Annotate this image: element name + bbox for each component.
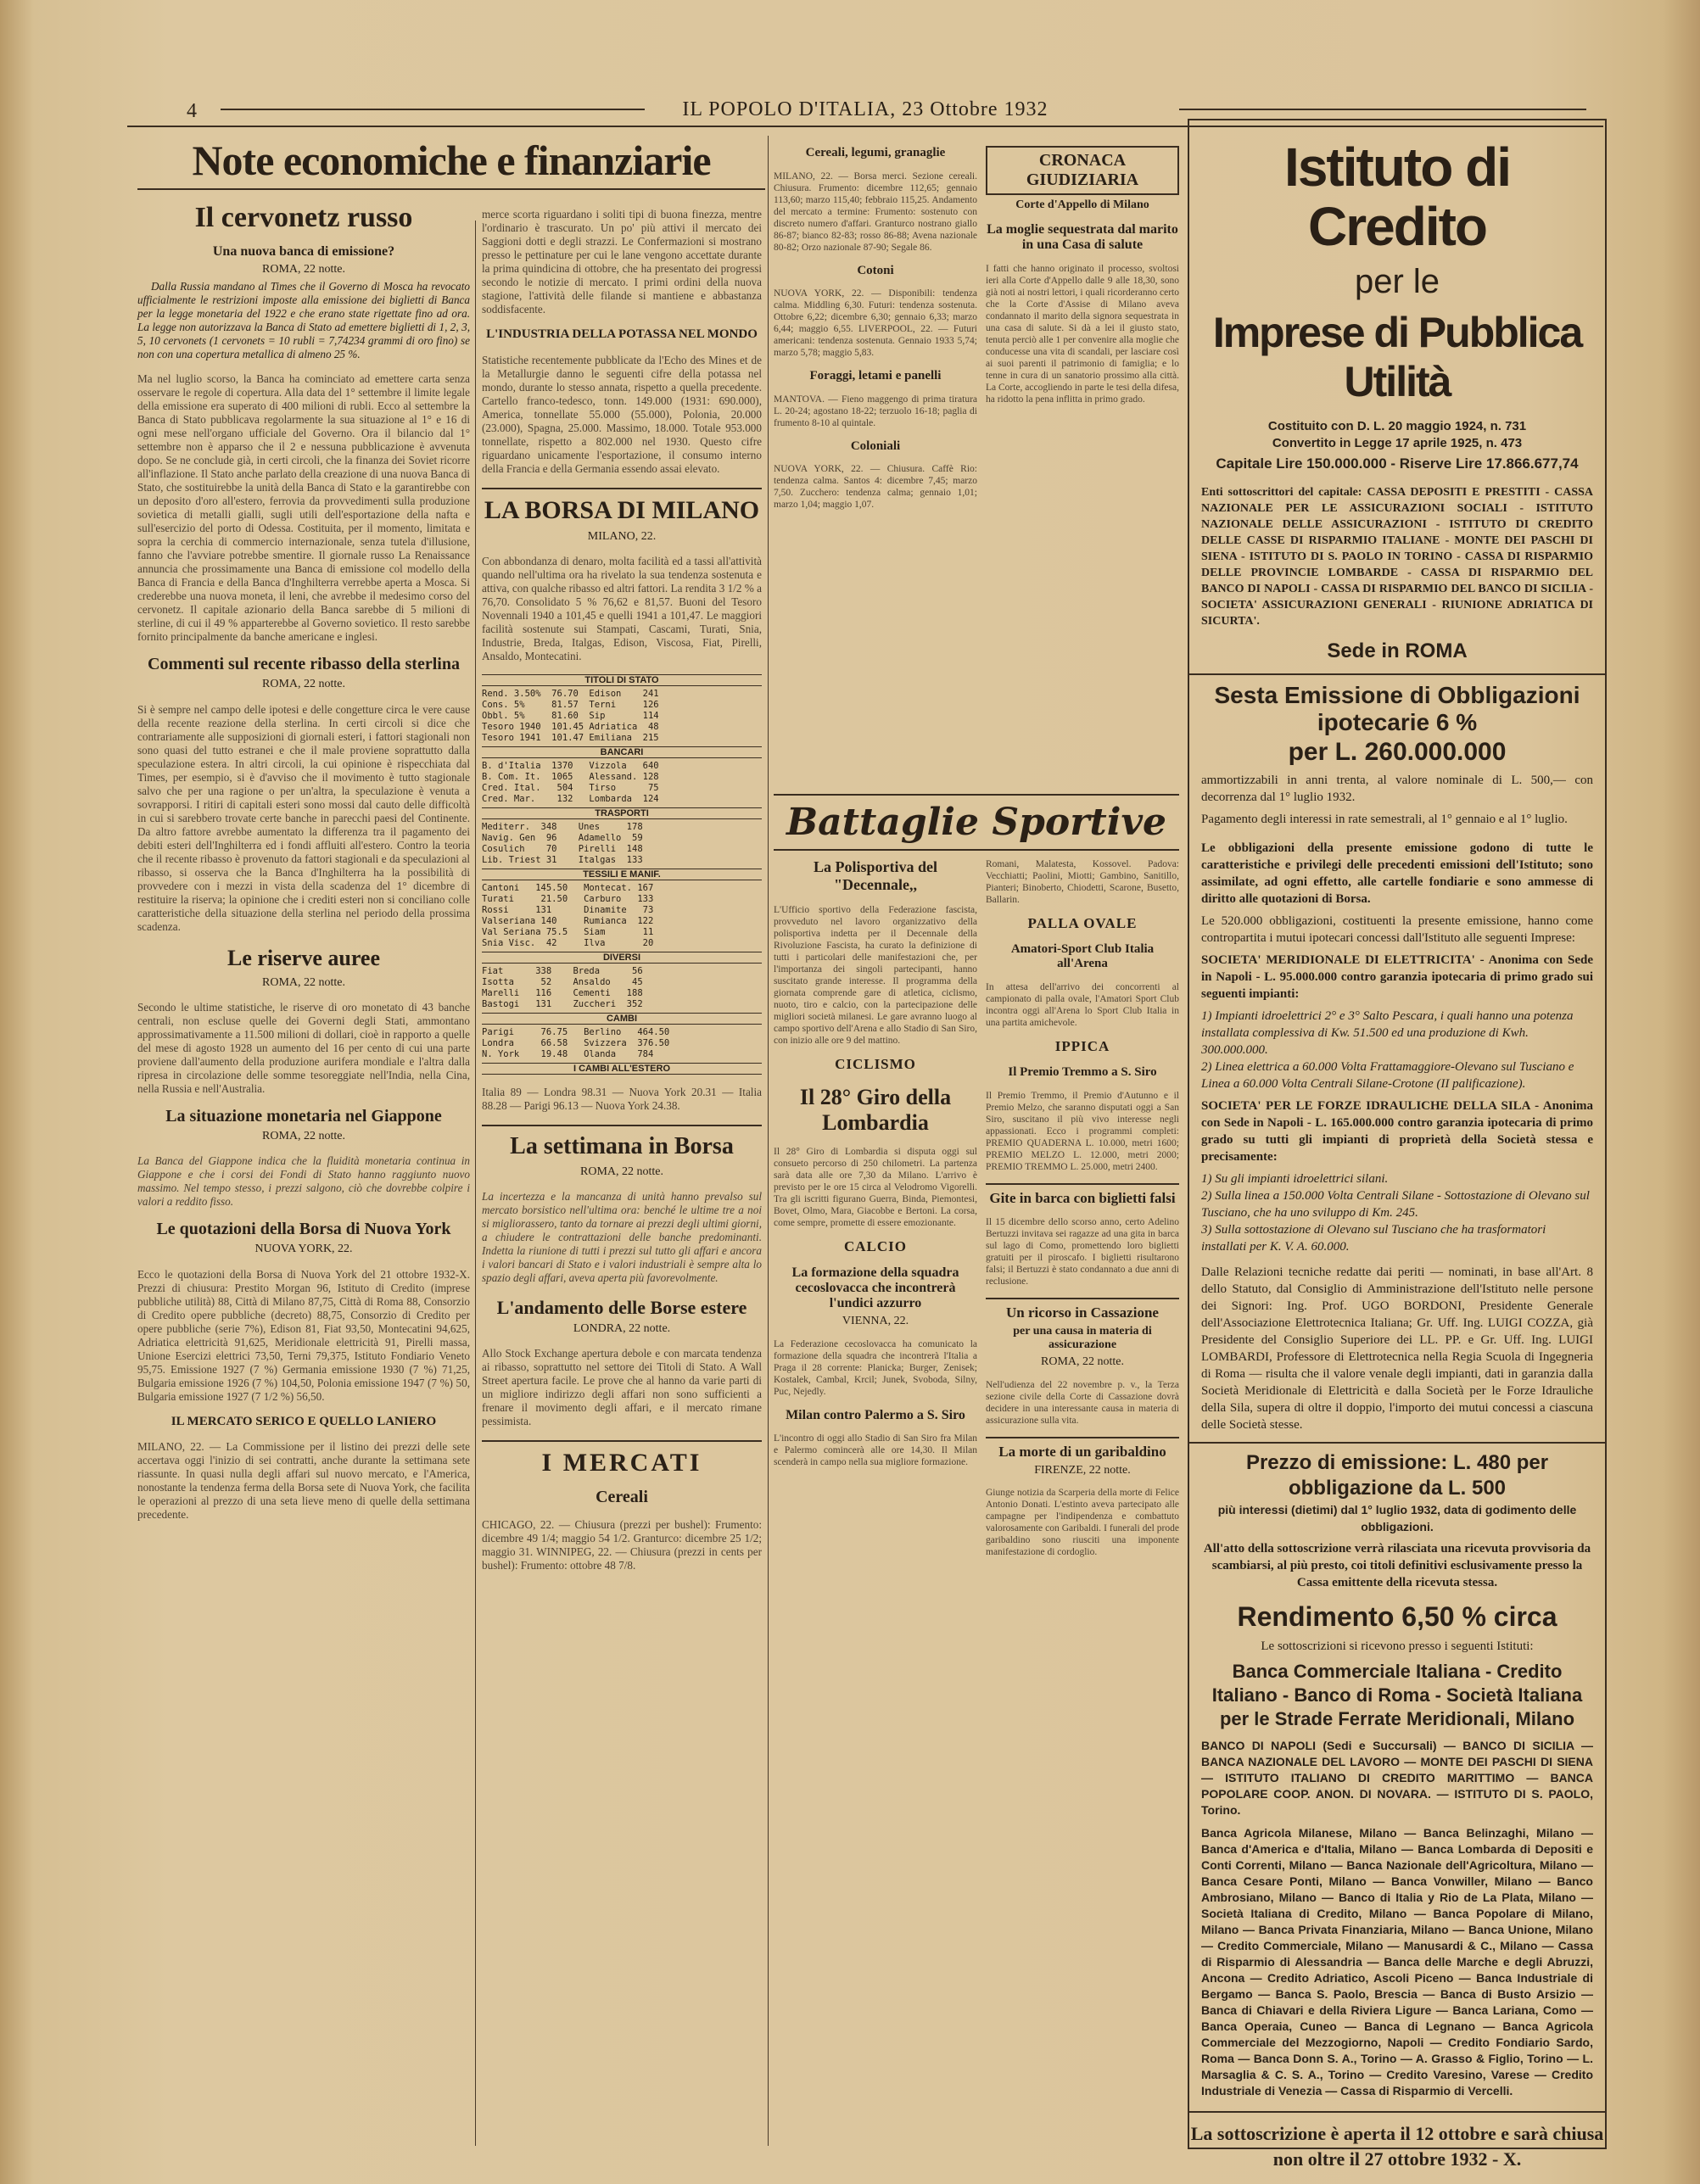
ad-title-imprese: Imprese di Pubblica Utilità [1212, 309, 1582, 405]
section-calcio: CALCIO [843, 1238, 907, 1254]
article-body: NUOVA YORK, 22. — Disponibili: tendenza calma. Middling 6,30. Futuri: tendenza sostenuta. Ottobre 6,22; dicembre 6,30; gennaio 6,33; marzo 6,44; maggio 6,55. LIVERPOOL, 22. — Futuri americani: tendenza sostenuta. Gennaio 1933 5,74; marzo 5,78; maggio 5,83. [774, 288, 977, 358]
stock-table: Mediterr. 348 Unes 178 Navig. Gen 96 Adamello 59 Cosulich 70 Pirelli 148 Lib. Triest 31 Italgas 133 [482, 821, 643, 865]
article-body: Con abbondanza di denaro, molta facilità ed a tassi all'attività quando nell'ultima ora ha rivelato la sua tendenza sostenuta e attiva, con qualche ribasso ed altri fattori. La rendita 3 1/2 % a 76,70. Consolidato 5 % 76,62 e 81,57. Buoni del Tesoro Novennali 1940 a 101,45 e quelli 1941 a 101,47. Le maggiori facilità sostenute sui Stampati, Cascami, Turati, Snia, Industrie, Breda, Italgas, Edison, Viscosa, Fiat, Pirelli, Ansaldo, Montecatini. [482, 554, 762, 662]
ad-banks-national: BANCO DI NAPOLI (Sedi e Succursali) — BANCO DI SICILIA — BANCA NAZIONALE DEL LAVORO — MONTE DEI PASCHI DI SIENA — ISTITUTO ITALIANO DI CREDITO MARITTIMO — BANCA POPOLARE COOP. ANON. DI NOVARA. — ISTITUTO DI S. PAOLO, Torino. [1201, 1739, 1593, 1817]
ad-main-banks: Banca Commerciale Italiana - Credito Italiano - Banco di Roma - Società Italiana per le Strade Ferrate Meridionali, Milano [1211, 1661, 1583, 1729]
headline-garibaldino: La morte di un garibaldino [986, 1437, 1179, 1461]
dateline: ROMA, 22 notte. [580, 1165, 663, 1179]
headline-borsa-milano: LA BORSA DI MILANO [482, 488, 762, 525]
article-body: Si è sempre nel campo delle ipotesi e delle congetture circa le vere cause della recente reazione della sterlina. In certi circoli si dice che contrariamente alle supposizioni di giornali esteri, i fattori stagionali non sono quasi del tutto estranei e che il male proviene soprattutto dalla speculazione estera. In altri circoli, la cui opinione è rispecchiata dal Times, per esempio, si è d'avviso che il movimento è tutto stagionale salvo che per una ragione o per un'altra, la speculazione è venuta a sovrapporsi. I ritiri di capitali esteri sono mossi dal cauto delle difficoltà in cui si sarebbero trovate certe banche in parecchi paesi del Continente. Da altro fattore avrebbe aumentato la differenza tra il pagamento dei debiti esteri dell'Inghilterra ed i fondi affluiti all'estero. Contro la teoria che il recente ribasso è provenuto da fattori stagionali e da speculazioni al ribasso, si osserva che la Banca d'Inghilterra ha la possibilità di provvedere con i mezzi in vista della scadenza del 1° dicembre di restituire la riserva; la opinione che i crediti esteri non si conciliano colle caratteristiche della situazione della sterlina nel periodo della prossima scadenza. [137, 702, 470, 933]
article-body: L'incontro di oggi allo Stadio di San Siro fra Milan e Palermo comincerà alle ore 14,30. Il Milan scenderà in campo nella sua migliore formazione. [774, 1433, 977, 1467]
sport-banner-box [774, 789, 1179, 844]
dateline: ROMA, 22 notte. [262, 975, 345, 989]
headline-ricorso: Un ricorso in Cassazione [986, 1298, 1179, 1321]
headline-squadra: La formazione della squadra cecoslovacca che incontrerà l'undici azzurro [791, 1265, 959, 1310]
article-body: Il 15 dicembre dello scorso anno, certo Adelino Bertuzzi invitava sei ragazze ad una gita in barca sul lago di Como, promettendo loro biglietti gratuiti per il piroscafo. I biglietti risultarono falsi; il Bertuzzi è stato condannato a due anni di reclusione. [986, 1217, 1179, 1287]
article-body: Italia 89 — Londra 98.31 — Nuova York 20.31 — Italia 88.28 — Parigi 96.13 — Nuova York 24.38. [482, 1086, 762, 1113]
table-header-diversi: DIVERSI [482, 952, 762, 964]
headline-gita-barca: Gite in barca con biglietti falsi [986, 1183, 1179, 1207]
ad-title: Istituto di Credito [1284, 137, 1510, 257]
ad-prezzo-sub: più interessi (dietimi) dal 1° luglio 1932, data di godimento delle obbligazioni. [1217, 1503, 1577, 1533]
table-header-bancari: BANCARI [482, 746, 762, 758]
headline-potassa: L'INDUSTRIA DELLA POTASSA NEL MONDO [486, 327, 758, 342]
column-rule [475, 221, 476, 2146]
article-text: Dalla Russia mandano al Times che il Governo di Mosca ha revocato ufficialmente le restrizioni imposte alla emissione dei biglietti di Banca per la legge monetaria del 1922 e che erano state rigettate fino ad ora. La legge non autorizzava la Banca di Stato ad emettere biglietti di 1, 2, 3, 5, 10 cervonets (1 cervonets = 10 rubli = 7,74234 grammi di oro fino) se non con una copertura metallica di almeno 25 %. [137, 280, 470, 360]
headline-riserve: Le riserve auree [227, 945, 380, 970]
headline-polisportiva: La Polisportiva del "Decennale,, [813, 858, 937, 893]
stock-table: Cantoni 145.50 Montecat. 167 Turati 21.50 Carburo 133 Rossi 131 Dinamite 73 Valseriana 140 Rumianca 122 Val Seriana 75.5 Siam 11 Snia Visc. 42 Ilva 20 [482, 882, 654, 948]
column-cronaca [986, 136, 1179, 806]
article-body: Nell'udienza del 22 novembre p. v., la Terza sezione civile della Corte di Cassazione dovrà decidere in una interessante causa in materia di assicurazione sulla vita. [986, 1379, 1179, 1426]
article-body: Il Premio Tremmo, il Premio d'Autunno e il Premio Melzo, che saranno disputati oggi a San Siro, suscitano il più vivo interesse negli appassionati. Ecco i programmi completi: PREMIO QUADERNA L. 10.000, metri 1600; PREMIO MELZO L. 12.000, metri 2000; PREMIO TREMMO L. 25.000, metri 2400. [986, 1090, 1179, 1172]
column-mercati [774, 136, 977, 806]
bond-advertisement [1188, 119, 1607, 2170]
headline-cronaca-giudiziaria: CRONACA GIUDIZIARIA [986, 146, 1179, 195]
ad-sme-2: 2) Linea elettrica a 60.000 Volta Frattamaggiore-Olevano sul Tusciano e Linea a 60.000 Volta Centrali Silane-Crotone (II palificazione). [1201, 1060, 1574, 1091]
table-header-cambi: CAMBI [482, 1013, 762, 1025]
headline-settimana: La settimana in Borsa [482, 1125, 762, 1160]
ad-chiusura: La sottoscrizione è aperta il 12 ottobre e sarà chiusa non oltre il 27 ottobre 1932 - X. [1189, 2111, 1605, 2172]
table-header-cambi-estero: I CAMBI ALL'ESTERO [482, 1063, 762, 1075]
article-body: MILANO, 22. — La Commissione per il listino dei prezzi delle sete accertava oggi l'inizio di sei contratti, anche durante la settimana sete riassunte. In quasi nulla degli affari sul nuovo mercato, e l'America, nonostante la tendenza ferma della Borsa sete di Nuova York, che facilita le operazioni al prezzo di una seta lieve meno di quelle della settimana precedente. [137, 1439, 470, 1521]
subheadline-corte: Corte d'Appello di Milano [1015, 198, 1149, 211]
headline-cotoni: Cotoni [857, 263, 894, 277]
section-ciclismo: CICLISMO [835, 1056, 916, 1072]
article-body: Ecco le quotazioni della Borsa di Nuova York del 21 ottobre 1932-X. Prezzi di chiusura: Prestito Morgan 96, Istituto di Credito (imprese pubbliche utilità) 88, Città di Milano 87,75, Città di Roma 88, Consorzio di Credito opere pubbliche (decreto) 88,75, Consorzio di Credito per opere pubbliche (serie 7%), Edison 81, Fiat 93,50, Montecatini 94,625, Adriatica elettricità 91,625, Meridionale elettricità 91, Pirelli massa, Unione Esercizi elettrici 73,50, Terni 79,375, Istituto Fondiario Veneto 95,75. Emissione 1927 (7 %) Germania emissione 1930 (7 %) 71,25, Bulgaria emissione 1926 (7 %) 104,50, Polonia emissione 1947 (7 %) 50, Bulgaria emissione 1927 (7 1/2 %) 56,50. [137, 1267, 470, 1403]
article-body: Secondo le ultime statistiche, le riserve di oro monetato di 43 banche centrali, non escluse quelle dei Governi degli Stati, ammontano approssimativamente a 11.500 milioni di dollari, cioè in rapporto a quelle del mese di agosto 1928 un aumento del 16 per cento di cui una parte proviene dall'aumento della produzione aurifera mondiale e l'altra dalla ripresa in circolazione delle somme tesoreggiate nell'India, nella Cina, nella Russia e nell'Australia. [137, 1000, 470, 1095]
article-body: Giunge notizia da Scarperia della morte di Felice Antonio Donati. L'estinto aveva partecipato alle campagne per l'indipendenza e combattuto valorosamente con Garibaldi. I funerali del prode garibaldino sono riusciti una imponente manifestazione di cordoglio. [986, 1488, 1179, 1557]
ad-ricevono: Le sottoscrizioni si ricevono presso i seguenti Istituti: [1261, 1639, 1534, 1653]
ad-emissione: Sesta Emissione di Obbligazioni ipotecarie 6 % [1189, 673, 1605, 736]
article-body: Romani, Malatesta, Kossovel. Padova: Vecchiatti; Paolini, Miotti; Gambino, Sanitillo, Pianteri; Binoberto, Chiodetti, Scarone, Busetto, Ballarin. [986, 858, 1179, 905]
ad-banks-regional: Banca Agricola Milanese, Milano — Banca Belinzaghi, Milano — Banca d'America e d'Italia, Milano — Banca Lombarda di Depositi e Conti Correnti, Milano — Banca Nazionale dell'Agricoltura, Milano — Banca Cesare Ponti, Milano — Banca Vonwiller, Milano — Banco Ambrosiano, Milano — Banco di Italia y Rio de La Plata, Milano — Società Italiana di Credito, Milano — Banca Popolare di Milano, Milano — Banca Privata Finanziaria, Milano — Banca Unione, Milano — Credito Commerciale, Milano — Manusardi & C., Milano — Cassa di Risparmio di Alessandria — Banca delle Marche e degli Abruzzi, Ancona — Credito Adriatico, Ascoli Piceno — Banca Industriale di Bergamo — Banca S. Paolo, Brescia — Banca di Busto Arsizio — Banca di Chiavari e della Riviera Ligure — Banca Lariana, Como — Banca Operaia, Cuneo — Banca di Legnano — Banca Agricola Commerciale del Mezzogiorno, Napoli — Credito Fondiario Sardo, Roma — Banca Donn S. A., Torino — A. Grasso & Figlio, Torino — L. Marsaglia & C. S. A., Torino — Credito Varesino, Varese — Credito Industriale di Venezia — Cassa di Risparmio di Vercelli. [1201, 1826, 1593, 2097]
page-number: 4 [187, 100, 198, 122]
ad-sila: SOCIETA' PER LE FORZE IDRAULICHE DELLA SILA - Anonima con Sede in Napoli - L. 165.000.000 contro garanzia ipotecaria di primo grado su tutti gli impianti di proprietà della Società stessa e precisamente: [1201, 1099, 1593, 1164]
article-body: In attesa dell'arrivo dei concorrenti al campionato di palla ovale, l'Amatori Sport Club incontra oggi all'Arena lo Sport Club Italia in una partita amichevole. [986, 981, 1179, 1028]
ad-sila-2: 2) Sulla linea a 150.000 Volta Centrali Silane - Sottostazione di Olevano sul Tusciano, che ha uno sviluppo di Km. 245. [1201, 1189, 1590, 1220]
dateline: VIENNA, 22. [842, 1315, 909, 1327]
ad-convertito: Convertito in Legge 17 aprile 1925, n. 473 [1272, 436, 1523, 450]
headline-banca: Una nuova banca di emissione? [212, 244, 395, 259]
ad-costituito: Costituito con D. L. 20 maggio 1924, n. 731 [1267, 419, 1527, 433]
column-sport [774, 848, 977, 2146]
headline-cereali-legumi: Cereali, legumi, granaglie [805, 146, 946, 159]
headline-amatori: Amatori-Sport Club Italia all'Arena [1010, 942, 1155, 970]
ad-rendimento: Rendimento 6,50 % circa [1237, 1601, 1557, 1632]
stock-table: B. d'Italia 1370 Vizzola 640 B. Com. It. 1065 Alessand. 128 Cred. Ital. 504 Tirso 75 Cred. Mar. 132 Lombarda 124 [482, 760, 659, 804]
headline-foraggi: Foraggi, letami e panelli [809, 369, 942, 383]
ad-atto: All'atto della sottoscrizione verrà rilasciata una ricevuta provvisoria da scambiarsi, al più presto, coi titoli definitivi esclusivamente presso la Cassa emittente della ricevuta stessa. [1203, 1542, 1591, 1589]
dateline: ROMA, 22 notte. [262, 263, 345, 276]
ad-prezzo: Prezzo di emissione: L. 480 per obbligazione da L. 500 [1189, 1442, 1605, 1501]
headline-moglie: La moglie sequestrata dal marito in una Casa di salute [987, 222, 1178, 252]
stock-table: Parigi 76.75 Berlino 464.50 Londra 66.58 Svizzera 376.50 N. York 19.48 Olanda 784 [482, 1026, 670, 1059]
article-body: La Banca del Giappone indica che la fluidità monetaria continua in Giappone e che i corsi dei Fondi di Stato hanno raggiunto nuovo massimo. Nel tempo stesso, i prezzi salgono, ciò che dovrebbe colpire i valori a reddito fisso. [137, 1154, 470, 1209]
dateline: LONDRA, 22 notte. [573, 1321, 671, 1335]
sport-section-banner: Battaglie Sportive [774, 794, 1179, 851]
article-body: MANTOVA. — Fieno maggengo di prima tiratura L. 20-24; agostano 18-22; terzuolo 16-18; paglia di frumento 8-10 al quintale. [774, 394, 977, 428]
headline-lombardia: Il 28° Giro della Lombardia [799, 1085, 952, 1135]
dateline: MILANO, 22. [587, 529, 657, 543]
table-header-tessili: TESSILI E MANIF. [482, 869, 762, 880]
headline-cereali: Cereali [596, 1487, 648, 1506]
headline-estere: L'andamento delle Borse estere [496, 1296, 747, 1318]
article-body: merce scorta riguardano i soliti tipi di buona finezza, mentre l'ordinario è trascurato. Un po' più attivi il mercato dei Saggioni dotti e degli strazzi. Le Confermazioni si mostrano presso le pettinature per cui le lane vengono accettate durante la prima quindicina di ottobre, che ha presentato dei progressi secondo le notizie di mercato. I primi ordini della nuova stagione, l'attività delle filande si mantiene e abbastanza soddisfacente. [482, 208, 762, 316]
dateline: ROMA, 22 notte. [1041, 1355, 1124, 1368]
dateline: FIRENZE, 22 notte. [1034, 1463, 1131, 1477]
ad-godono: Le obbligazioni della presente emissione godono di tutte le caratteristiche e privilegi delle precedenti emissioni dell'Istituto; sono assimilate, ad ogni effetto, alle cartelle fondiarie e sono ammesse di diritto alle quotazioni di Borsa. [1201, 841, 1593, 906]
headline-tremmo: Il Premio Tremmo a S. Siro [1008, 1065, 1157, 1079]
stock-table: Rend. 3.50% 76.70 Edison 241 Cons. 5% 81.57 Terni 126 Obbl. 5% 81.60 Sip 114 Tesoro 1940 101.45 Adriatica 48 Tesoro 1941 101.47 Emiliana 215 [482, 688, 659, 743]
article-body: NUOVA YORK, 22. — Chiusura. Caffè Rio: tendenza calma. Santos 4: dicembre 7,45; marzo 7,50. Zucchero: tendenza calma; gennaio 1,01; marzo 1,04; maggio 1,07. [774, 464, 977, 510]
article-body: Ma nel luglio scorso, la Banca ha cominciato ad emettere carta senza osservare le regole di copertura. Alla data del 1° settembre il limite legale della emissione era superato di 400 milioni di rubli. Ecco al settembre la Banca di Stato pubblicava regolarmente la sua situazione al 1° e 16 di ogni mese nell'organo ufficiale del Governo. Ora il bilancio dal 1° settembre non è apparso che il 2 e nessuna pubblicazione è avvenuta dopo. Se ne conclude già, in certi circoli, che la finanza dei Soviet ricorre all'inflazione. Il Stato anche parlato della creazione di una nuova Banca di Stato, che sostituirebbe la unità della Banca di Stato e la garantirebbe con un deposito d'oro all'estero, ferrovia da provvedimenti sulla produzione sovietica di metalli gialli, sugli utili dell'esportazione della nafta e sull'esercizio del porto di Odessa. Costituita, per il momento, limitata e sopra la cerchia di commercio internazionale, senza tutela d'illusione, fanno che l'avviare potrebbe smentire. Il giornale russo La Renaissance annuncia che prossimamente una Banca di emissione col modello della Banca di Francia e della Banca d'Inghilterra verrebbe aperta a Mosca. Si crederebbe una nuova moneta, il leni, che avrebbe il medesimo corso del cervonetz. Il capitale azionario della Banca sarebbe di 5 milioni di sterline, di cui il 49 % apparterebbe al Governo sovietico. Il resto sarebbe fornito principalmente da banche americane e inglesi. [137, 372, 470, 644]
headline-sterlina: Commenti sul recente ribasso della sterlina [148, 655, 460, 674]
article-body: Il 28° Giro di Lombardia si disputa oggi sul consueto percorso di 250 chilometri. La partenza sarà data alle ore 7,30 da Milano. L'arrivo è previsto per le ore 15 circa al Velodromo Vigorelli. Tra gli iscritti figurano Guerra, Binda, Piemontesi, Bovet, Olmo, Mara, Giacobbe e Bertoni. La corsa, come sempre, promette di essere emozionante. [774, 1146, 977, 1228]
table-header-titoli: TITOLI DI STATO [482, 674, 762, 686]
ad-mutui: Le 520.000 obbligazioni, costituenti la presente emissione, hanno come contropartita i mutui ipotecari concessi dall'Istituto alle seguenti Imprese: [1201, 914, 1593, 945]
article-body: La incertezza e la mancanza di unità hanno prevalso sul mercato borsistico nell'ultima ora: benché le ultime tre a noi si migliorassero, tanto da tornare ai prezzi degli ultimi giorni, a chiudere le contrattazioni delle banche predominanti. Indetta la riunione di tutti i prezzi sul tutto gli affari e ancora i valori bancari di Stato e i valori industriali è sempre alta lo spazio degli affari, aveva aperta più favorevolmente. [482, 1190, 762, 1285]
masthead-rule-right [1179, 109, 1586, 110]
dateline: ROMA, 22 notte. [262, 1129, 345, 1142]
ad-sila-1: 1) Su gli impianti idroelettrici silani. [1201, 1172, 1389, 1186]
article-body: Allo Stock Exchange apertura debole e con marcata tendenza ai ribasso, soprattutto nel settore dei Titoli di Stato. A Wall Street apertura facile. Le prove che al hanno da varie parti di un migliore indirizzo degli affari non sono sufficienti a frenare il movimento degli affari, e il mercato rimane pessimista. [482, 1346, 762, 1427]
ad-sila-3: 3) Sulla sottostazione di Olevano sul Tusciano che ha trasformatori installati per K. V. A. 60.000. [1201, 1223, 1546, 1254]
article-body: I fatti che hanno originato il processo, svoltosi ieri alla Corte d'Appello dalle 9 alle 18,30, sono già noti ai nostri lettori, i quali ricorderanno certo che la Corte d'Assise di Milano aveva condannato il marito della signora sequestrata in una casa di salute. Si dà a lei il giusto stato, tenuta perciò alle 1 per convenire alla moglie che conducesse una vita di scandali, per lasciare così ai suoi parenti il patrimonio di famiglia; e lo tenne in cura di un sanatorio prossimo alla città. La Corte, accogliendo in parte le tesi della difesa, ha ridotto la pena inflitta in primo grado. [986, 263, 1179, 405]
column-rule [768, 136, 769, 2146]
ad-sme: SOCIETA' MERIDIONALE DI ELETTRICITA' - Anonima con Sede in Napoli - L. 95.000.000 contro garanzia ipotecaria di primo grado sui seguenti impianti: [1201, 953, 1593, 1001]
article-body: MILANO, 22. — Borsa merci. Sezione cereali. Chiusura. Frumento: dicembre 112,65; gennaio 113,60; marzo 115,40; febbraio 115,25. Andamento del mercato a termine: Frumento: sostenuto con discreto numero d'affari. Granturco nostrano giallo 86-87; bianco 82-83; rosso 86-88; Avena nazionale 80-82; Orzo nazionale 87-90; Segale 86. [774, 170, 977, 253]
column-sport-2 [986, 848, 1179, 2146]
article-body: CHICAGO, 22. — Chiusura (prezzi per bushel): Frumento: dicembre 49 1/4; maggio 54 1/2. Granturco: dicembre 25 1/2; maggio 31. WINNIPEG, 22. — Chiusura (prezzi in cents per bushel): Frumento: ottobre 48 7/8. [482, 1517, 762, 1572]
ad-capitale: Capitale Lire 150.000.000 - Riserve Lire 17.866.677,74 [1216, 455, 1579, 472]
article-body: Statistiche recentemente pubblicate da l'Echo des Mines et de la Metallurgie danno le seguenti cifre della potassa nel mondo, durante lo stesso annata, rispetto a quella precedente. Cartello franco-tedesco, tonn. 149.000 (1931: 690.000), America, tonnellate 55.000 (55.000), Polonia, 20.000 (23.000), Spagna, 25.000. Massimo, 18.000. Totale 953.000 tonnellate, rispetto a 802.000 nel 1930. Questo cifre riguardano unicamente l'esportazione, il consumo interno della Francia e della Germania essendo assai elevato. [482, 353, 762, 475]
ad-title-conjunction: per le [1354, 263, 1440, 300]
section-ippica: IPPICA [1054, 1038, 1110, 1054]
table-header-trasporti: TRASPORTI [482, 807, 762, 819]
headline-milan: Milan contro Palermo a S. Siro [786, 1407, 965, 1422]
section-palla-ovale: PALLA OVALE [1027, 915, 1138, 931]
article-body: La Federazione cecoslovacca ha comunicato la formazione della squadra che incontrerà l'Italia a Praga il 28 corrente: Planicka; Burger, Zenisek; Kostalek, Cambal, Krcil; Junek, Svoboda, Silny, Puc, Nejedly. [774, 1338, 977, 1397]
newspaper-title: IL POPOLO D'ITALIA, 23 Ottobre 1932 [682, 98, 1049, 120]
ad-pagamento: Pagamento degli interessi in rate semestrali, al 1° gennaio e al 1° luglio. [1201, 813, 1568, 826]
headline-laniero: IL MERCATO SERICO E QUELLO LANIERO [171, 1414, 437, 1428]
ad-importo: per L. 260.000.000 [1288, 738, 1507, 766]
ad-sme-1: 1) Impianti idroelettrici 2° e 3° Salto Pescara, i quali hanno una potenza installata complessiva di Kw. 51.500 ed una produzione di Kwh. 300.000.000. [1201, 1009, 1574, 1057]
ad-enti: Enti sottoscrittori del capitale: CASSA DEPOSITI E PRESTITI - CASSA NAZIONALE PER LE ASSICURAZIONI SOCIALI - ISTITUTO NAZIONALE DELLE ASSICURAZIONI - ISTITUTO DI CREDITO DELLE CASSE DI RISPARMIO ITALIANE - MONTE DEI PASCHI DI SIENA - ISTITUTO DI S. PAOLO IN TORINO - CASSA DI RISPARMIO DELLE PROVINCIE LOMBARDE - CASSA DI RISPARMIO DEL BANCO DI NAPOLI - CASSA DI RISPARMIO DEL BANCO DI SICILIA - SOCIETA' ASSICURAZIONI GENERALI - RIUNIONE ADRIATICA DI SICURTA'. [1201, 486, 1593, 628]
headline-giappone: La situazione monetaria nel Giappone [165, 1106, 442, 1126]
dateline: ROMA, 22 notte. [262, 678, 345, 691]
headline-nyork: Le quotazioni della Borsa di Nuova York [156, 1220, 451, 1239]
headline-mercati: I MERCATI [482, 1440, 762, 1477]
article-body: L'Ufficio sportivo della Federazione fascista, provveduto nel lavoro organizzativo della polisportiva indetta per il Decennale della Rivoluzione Fascista, ha curato la definizione di tutti i particolari delle manifestazioni che, per l'importanza dei singoli partecipanti, hanno suscitato grande interesse. Il programma della giornata comprende gare di atletica, ciclismo, nuoto, tiro e calcio, con la partecipazione delle migliori società milanesi. Le gare avranno luogo al campo sportivo dell'Arena e allo Stadio di San Siro, con inizio alle ore 9 del mattino. [774, 904, 977, 1046]
ad-relazioni: Dalle Relazioni tecniche redatte dai periti — nominati, in base all'Art. 8 dello Statuto, dal Consiglio di Amministrazione dell'Istituto nelle persone dei Signori: Ing. Prof. UGO BORDONI, Presidente Generale dell'Associazione Elettrotecnica Italiana; Gr. Uff. Ing. LUIGI COZZA, già Presidente del Consiglio Superiore dei LL. PP. e Gr. Uff. Ing. LUIGI LOMBARDI, Professore di Elettrotecnica nella Regia Scuola di Ingegneria di Roma — risulta che il valore venale degli impianti, dati in garanzia dalla Società Meridionale di Elettricità e dalla Società per le Forze Idrauliche della Sila, supera di oltre il doppio, l'importo dei mutui concessi a ciascuna delle Società stesse. [1201, 1265, 1593, 1432]
dateline: NUOVA YORK, 22. [254, 1243, 353, 1256]
column-borsa [482, 197, 762, 2148]
headline-cervonetz: Il cervonetz russo [194, 202, 413, 233]
subheadline-ricorso: per una causa in materia di assicurazione [1013, 1325, 1152, 1351]
stock-table: Fiat 338 Breda 56 Isotta 52 Ansaldo 45 Marelli 116 Cementi 188 Bastogi 131 Zuccheri 352 [482, 965, 643, 1009]
ad-ammortizzabili: ammortizzabili in anni trenta, al valore nominale di L. 500,— con decorrenza dal 1° luglio 1932. [1201, 774, 1593, 804]
headline-coloniali: Coloniali [850, 438, 901, 453]
section-banner: Note economiche e finanziarie [137, 136, 765, 190]
ad-sede: Sede in ROMA [1327, 640, 1468, 662]
